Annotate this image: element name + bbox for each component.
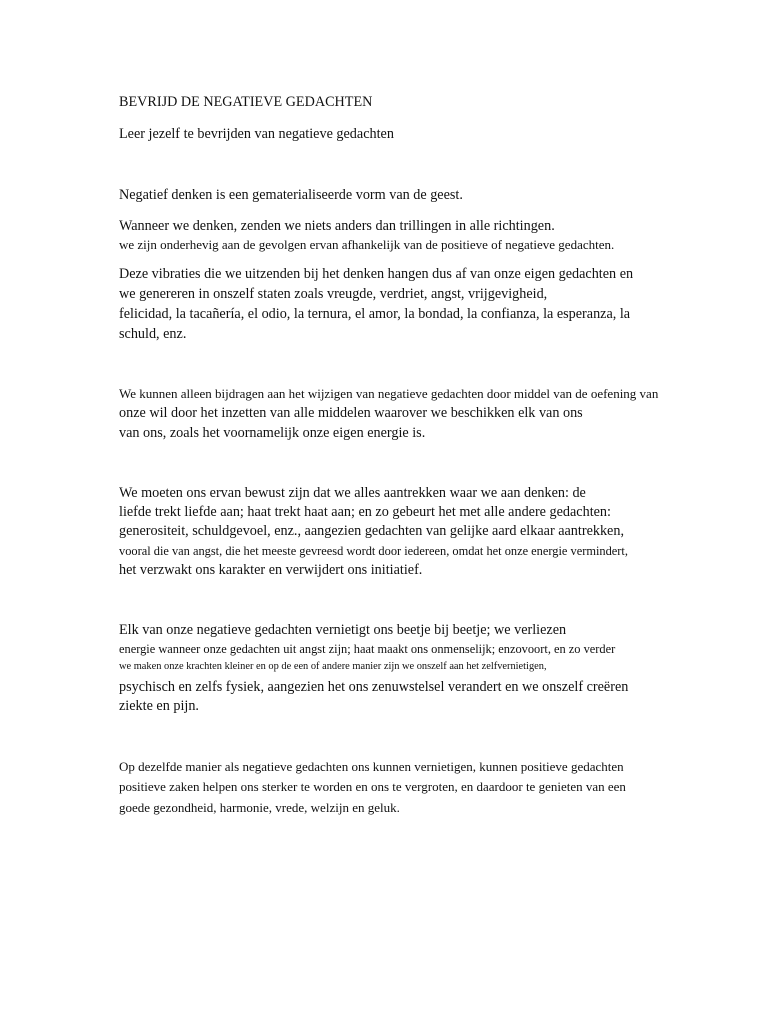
paragraph-3-line-2: we genereren in onszelf staten zoals vreugde, verdriet, angst, vrijgevigheid, bbox=[119, 286, 548, 302]
paragraph-7-line-1: Op dezelfde manier als negatieve gedachten ons kunnen vernietigen, kunnen positieve gedachten bbox=[119, 759, 624, 774]
paragraph-7-line-2: positieve zaken helpen ons sterker te worden en ons te vergroten, en daardoor te genieten van een bbox=[119, 779, 626, 794]
paragraph-4-line-2: onze wil door het inzetten van alle middelen waarover we beschikken elk van ons bbox=[119, 405, 583, 421]
paragraph-5-line-1: We moeten ons ervan bewust zijn dat we alles aantrekken waar we aan denken: de bbox=[119, 485, 586, 501]
document-subtitle: Leer jezelf te bevrijden van negatieve gedachten bbox=[119, 126, 394, 142]
paragraph-3-line-3: felicidad, la tacañería, el odio, la ternura, el amor, la bondad, la confianza, la esperanza, la bbox=[119, 306, 631, 322]
paragraph-6-line-4: psychisch en zelfs fysiek, aangezien het ons zenuwstelsel verandert en we onszelf creëren bbox=[119, 679, 629, 695]
paragraph-5-line-4: vooral die van angst, die het meeste gevreesd wordt door iedereen, omdat het onze energie vermindert, bbox=[119, 544, 628, 558]
paragraph-5-line-3: generositeit, schuldgevoel, enz., aangezien gedachten van gelijke aard elkaar aantrekken, bbox=[119, 523, 624, 539]
document-title: BEVRIJD DE NEGATIEVE GEDACHTEN bbox=[119, 94, 373, 110]
paragraph-3-line-1: Deze vibraties die we uitzenden bij het denken hangen dus af van onze eigen gedachten en bbox=[119, 266, 634, 282]
paragraph-6-line-3: we maken onze krachten kleiner en op de een of andere manier zijn we onszelf aan het zelfvernietigen, bbox=[119, 661, 547, 672]
paragraph-7-line-3: goede gezondheid, harmonie, vrede, welzijn en geluk. bbox=[119, 800, 400, 815]
paragraph-6-line-1: Elk van onze negatieve gedachten vernietigt ons beetje bij beetje; we verliezen bbox=[119, 622, 567, 638]
paragraph-2-line-2: we zijn onderhevig aan de gevolgen ervan afhankelijk van de positieve of negatieve gedachten. bbox=[119, 237, 615, 252]
paragraph-1-line-1: Negatief denken is een gematerialiseerde vorm van de geest. bbox=[119, 187, 463, 203]
paragraph-2-line-1: Wanneer we denken, zenden we niets anders dan trillingen in alle richtingen. bbox=[119, 218, 555, 234]
paragraph-4-line-3: van ons, zoals het voornamelijk onze eigen energie is. bbox=[119, 425, 426, 441]
paragraph-3-line-4: schuld, enz. bbox=[119, 326, 187, 342]
paragraph-6-line-5: ziekte en pijn. bbox=[119, 698, 199, 714]
paragraph-4-line-1: We kunnen alleen bijdragen aan het wijzigen van negatieve gedachten door middel van de oefening van bbox=[119, 386, 659, 401]
paragraph-5-line-2: liefde trekt liefde aan; haat trekt haat aan; en zo gebeurt het met alle andere gedachten: bbox=[119, 504, 611, 520]
paragraph-6-line-2: energie wanneer onze gedachten uit angst zijn; haat maakt ons onmenselijk; enzovoort, en zo verder bbox=[119, 642, 616, 656]
paragraph-5-line-5: het verzwakt ons karakter en verwijdert ons initiatief. bbox=[119, 562, 423, 578]
